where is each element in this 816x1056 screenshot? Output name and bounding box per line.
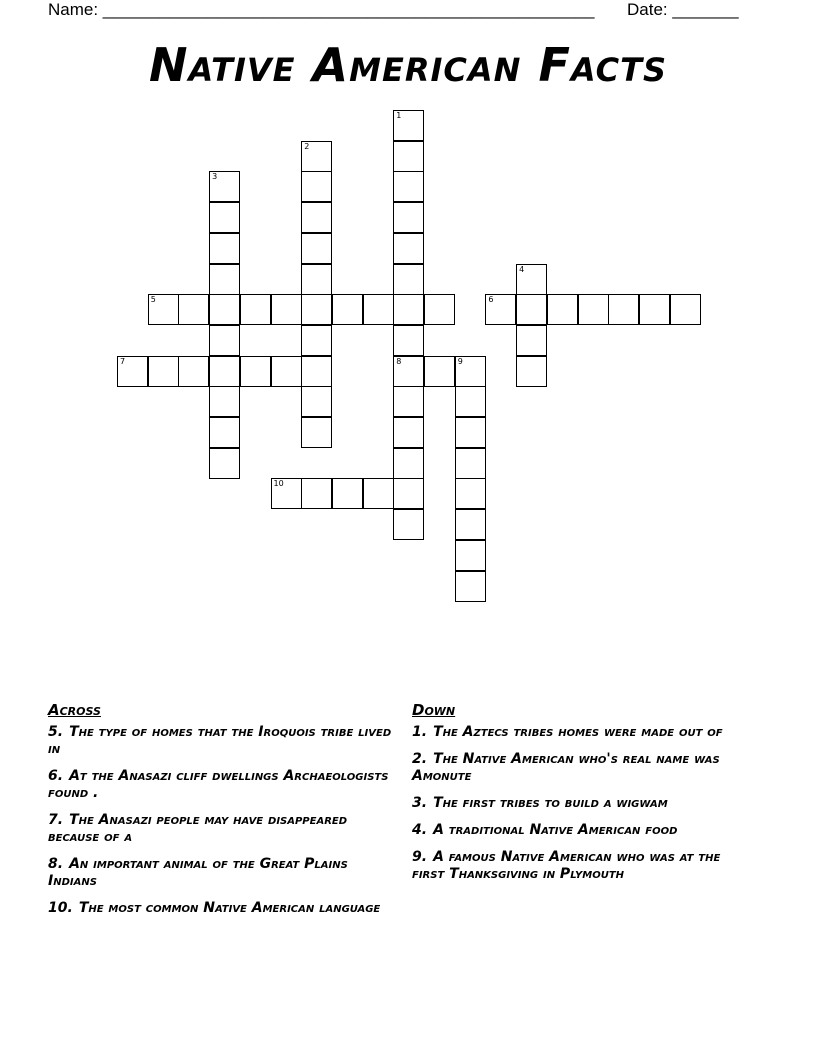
crossword-cell[interactable] [393, 110, 424, 141]
down-clue-1 [412, 724, 757, 741]
crossword-cell[interactable] [424, 294, 455, 325]
crossword-cell[interactable] [209, 233, 240, 264]
down-clue-2 [412, 751, 757, 785]
clue-number-label: 6 [488, 295, 494, 305]
crossword-cell[interactable] [516, 294, 547, 325]
clue-number-label: 5 [150, 295, 156, 305]
clue-text: The Native American who's real name was Amonute [412, 751, 720, 784]
crossword-cell[interactable] [301, 294, 332, 325]
clue-text: The Anasazi people may have disappeared because of a [48, 812, 348, 845]
down-clue-4 [412, 822, 757, 839]
clue-text: The type of homes that the Iroquois tribe lived in [48, 724, 392, 757]
crossword-cell[interactable] [455, 356, 486, 387]
crossword-cell[interactable] [516, 356, 547, 387]
crossword-cell[interactable] [608, 294, 639, 325]
down-clues [412, 702, 757, 893]
crossword-cell[interactable] [301, 264, 332, 295]
crossword-cell[interactable] [393, 233, 424, 264]
crossword-cell[interactable] [301, 356, 332, 387]
crossword-cell[interactable] [301, 141, 332, 172]
crossword-cell[interactable] [332, 294, 363, 325]
clue-number: 9. [412, 849, 428, 865]
clue-text: A famous Native American who was at the first Thanksgiving in Plymouth [412, 849, 721, 882]
crossword-cell[interactable] [393, 294, 424, 325]
clue-number: 3. [412, 795, 428, 811]
crossword-cell[interactable] [178, 356, 209, 387]
crossword-cell[interactable] [301, 233, 332, 264]
clue-number-label: 1 [396, 111, 402, 120]
clue-number: 5. [48, 724, 64, 740]
clue-number-label: 9 [457, 356, 463, 366]
down-clue-3 [412, 795, 757, 812]
clue-number-label: 2 [304, 141, 310, 151]
clue-text: An important animal of the Great Plains Indians [48, 856, 348, 889]
crossword-cell[interactable] [240, 294, 271, 325]
crossword-cell[interactable] [209, 448, 240, 479]
crossword-cell[interactable] [485, 294, 516, 325]
across-clue-6 [48, 768, 393, 802]
crossword-cell[interactable] [301, 202, 332, 233]
down-clue-9 [412, 849, 757, 883]
across-heading: Across [48, 701, 101, 719]
crossword-cell[interactable] [271, 478, 302, 509]
crossword-cell[interactable] [117, 356, 148, 387]
crossword-cell[interactable] [393, 141, 424, 172]
crossword-cell[interactable] [670, 294, 701, 325]
crossword-cell[interactable] [393, 325, 424, 356]
crossword-cell[interactable] [455, 386, 486, 417]
crossword-cell[interactable] [393, 417, 424, 448]
across-clue-5 [48, 724, 393, 758]
date-field-label: Date: _______ [627, 0, 739, 19]
crossword-cell[interactable] [578, 294, 609, 325]
clue-number: 1. [412, 724, 428, 740]
clue-number: 10. [48, 900, 73, 916]
crossword-cell[interactable] [209, 264, 240, 295]
crossword-cell[interactable] [455, 540, 486, 571]
crossword-cell[interactable] [209, 171, 240, 202]
crossword-cell[interactable] [363, 294, 394, 325]
page-title: Native American Facts [148, 38, 668, 92]
crossword-cell[interactable] [455, 417, 486, 448]
crossword-cell[interactable] [516, 264, 547, 295]
crossword-cell[interactable] [271, 356, 302, 387]
clue-text: The Aztecs tribes homes were made out of [433, 724, 723, 740]
crossword-cell[interactable] [363, 478, 394, 509]
clue-number: 2. [412, 751, 428, 767]
crossword-cell[interactable] [148, 294, 179, 325]
crossword-cell[interactable] [271, 294, 302, 325]
crossword-cell[interactable] [516, 325, 547, 356]
crossword-cell[interactable] [178, 294, 209, 325]
crossword-cell[interactable] [209, 417, 240, 448]
crossword-cell[interactable] [424, 356, 455, 387]
crossword-cell[interactable] [240, 356, 271, 387]
crossword-cell[interactable] [209, 386, 240, 417]
crossword-cell[interactable] [301, 171, 332, 202]
name-field-label: Name: ____________________________________________________ [48, 0, 595, 19]
crossword-cell[interactable] [393, 264, 424, 295]
across-clue-7 [48, 812, 393, 846]
crossword-cell[interactable] [393, 202, 424, 233]
crossword-cell[interactable] [209, 294, 240, 325]
crossword-cell[interactable] [455, 509, 486, 540]
crossword-cell[interactable] [209, 356, 240, 387]
crossword-cell[interactable] [547, 294, 578, 325]
clue-number: 6. [48, 768, 64, 784]
crossword-cell[interactable] [455, 478, 486, 509]
clue-number-label: 7 [120, 356, 126, 366]
clue-number-label: 10 [273, 479, 284, 489]
crossword-cell[interactable] [301, 386, 332, 417]
clue-text: The most common Native American language [78, 900, 381, 916]
clue-number-label: 8 [396, 356, 402, 366]
across-clue-8 [48, 856, 393, 890]
crossword-cell[interactable] [301, 325, 332, 356]
crossword-cell[interactable] [393, 509, 424, 540]
crossword-cell[interactable] [639, 294, 670, 325]
crossword-cell[interactable] [393, 171, 424, 202]
crossword-cell[interactable] [209, 202, 240, 233]
crossword-cell[interactable] [209, 325, 240, 356]
crossword-cell[interactable] [393, 448, 424, 479]
crossword-cell[interactable] [455, 448, 486, 479]
clue-text: At the Anasazi cliff dwellings Archaeologists found . [48, 768, 389, 801]
clue-text: A traditional Native American food [433, 822, 678, 838]
down-heading: Down [412, 701, 456, 719]
crossword-cell[interactable] [393, 386, 424, 417]
clue-number: 7. [48, 812, 64, 828]
crossword-cell[interactable] [393, 478, 424, 509]
clue-number-label: 4 [519, 264, 525, 274]
crossword-cell[interactable] [301, 417, 332, 448]
crossword-cell[interactable] [393, 356, 424, 387]
crossword-cell[interactable] [332, 478, 363, 509]
clue-number-label: 3 [212, 172, 218, 182]
across-clue-10 [48, 900, 393, 917]
clue-number: 8. [48, 856, 64, 872]
across-clues [48, 702, 393, 927]
clue-text: The first tribes to build a wigwam [433, 795, 668, 811]
crossword-cell[interactable] [301, 478, 332, 509]
clue-number: 4. [412, 822, 428, 838]
crossword-cell[interactable] [455, 571, 486, 602]
crossword-cell[interactable] [148, 356, 179, 387]
